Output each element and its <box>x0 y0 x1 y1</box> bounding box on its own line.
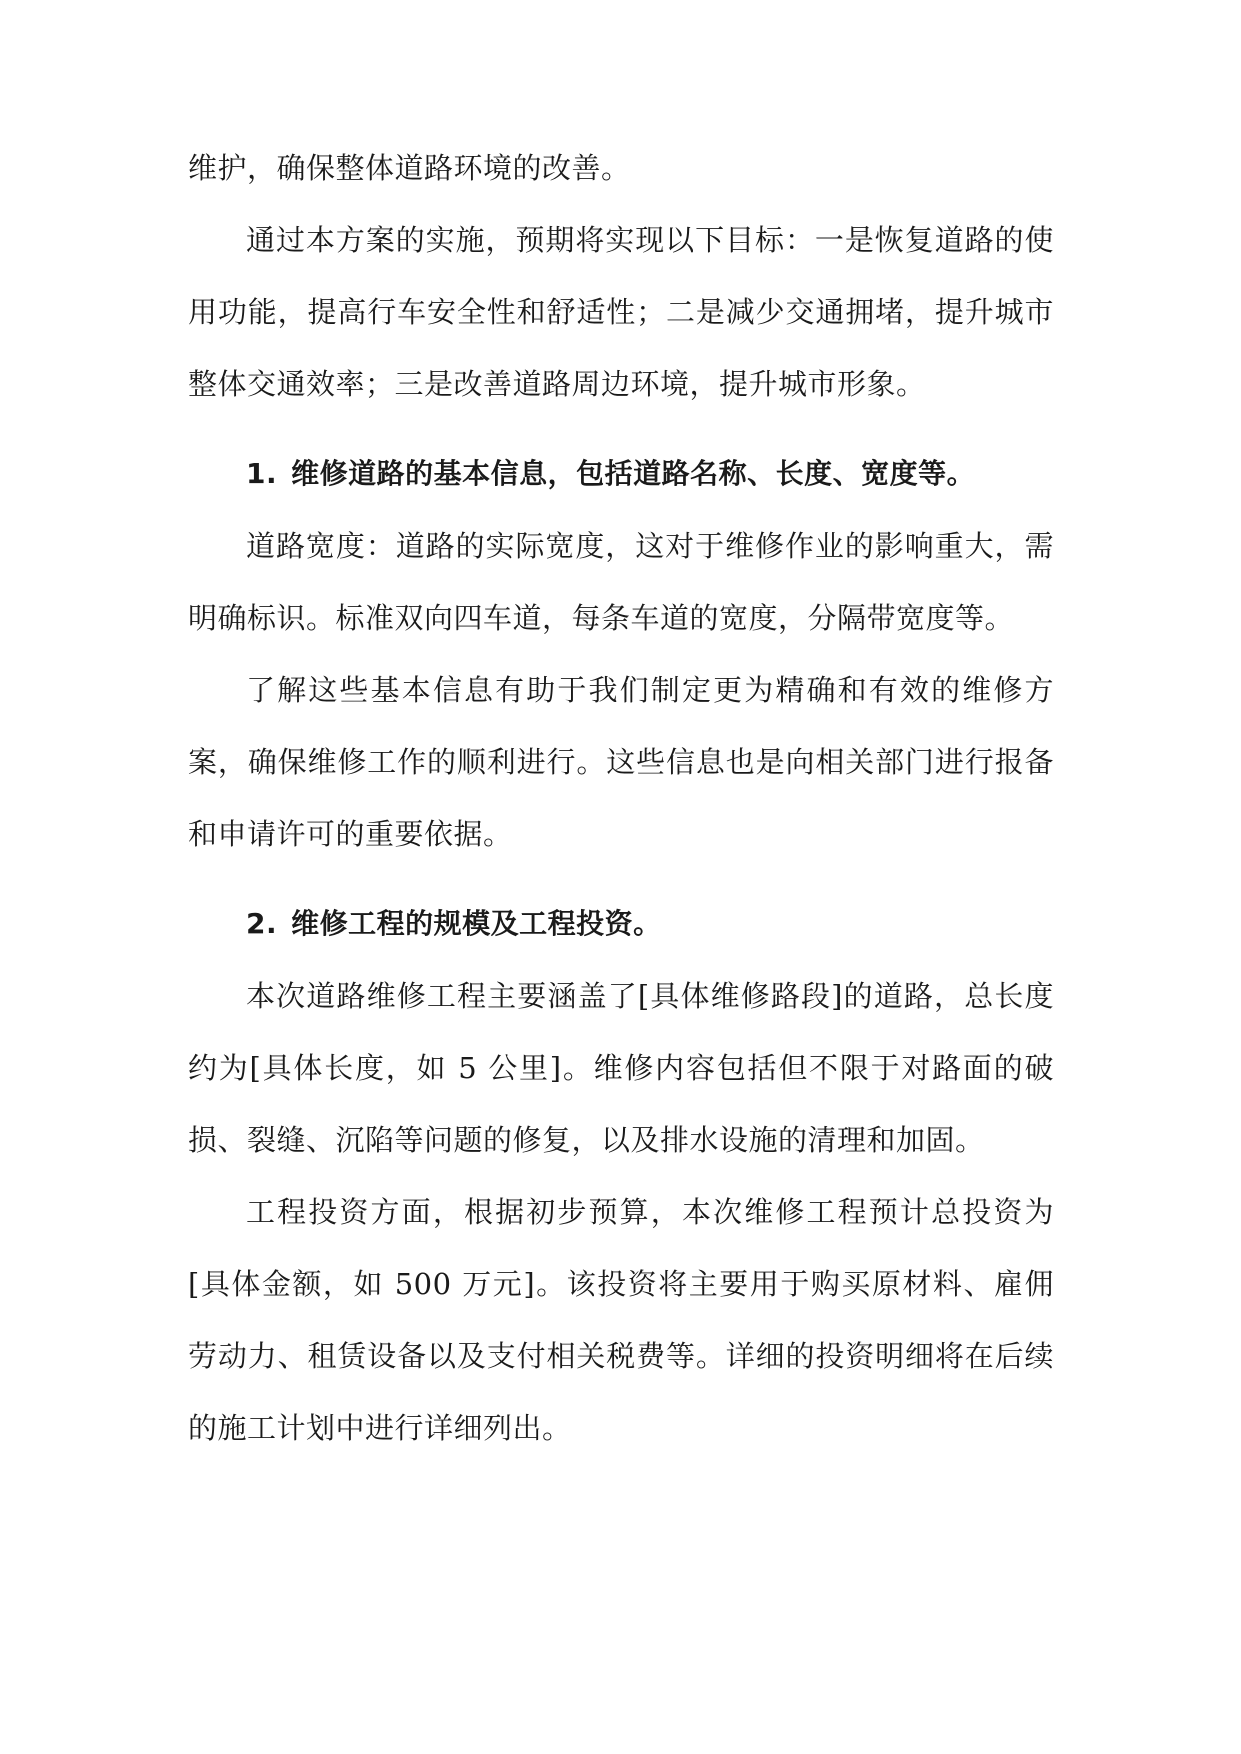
document-body <box>188 132 1054 1464</box>
section-heading-1 <box>188 438 1054 510</box>
paragraph: 本次道路维修工程主要涵盖了[具体维修路段]的道路，总长度约为[具体长度，如 5 公里]。维修内容包括但不限于对路面的破损、裂缝、沉陷等问题的修复，以及排水设施的清理和加固。 <box>188 979 1054 1157</box>
section-title: 维修道路的基本信息，包括道路名称、长度、宽度等。 <box>291 457 976 490</box>
paragraph: 工程投资方面，根据初步预算，本次维修工程预计总投资为[具体金额，如 500 万元]。该投资将主要用于购买原材料、雇佣劳动力、租赁设备以及支付相关税费等。详细的投资明细将在后续的施工计划中进行详细列出。 <box>188 1195 1054 1445</box>
paragraph: 通过本方案的实施，预期将实现以下目标：一是恢复道路的使用功能，提高行车安全性和舒适性；二是减少交通拥堵，提升城市整体交通效率；三是改善道路周边环境，提升城市形象。 <box>188 223 1054 401</box>
section-number: 2. <box>246 907 278 940</box>
paragraph: 道路宽度：道路的实际宽度，这对于维修作业的影响重大，需明确标识。标准双向四车道，每条车道的宽度，分隔带宽度等。 <box>188 529 1054 635</box>
section-heading-2 <box>188 888 1054 960</box>
section-title: 维修工程的规模及工程投资。 <box>291 907 662 940</box>
section-number: 1. <box>246 457 278 490</box>
paragraph: 维护，确保整体道路环境的改善。 <box>188 151 631 185</box>
paragraph: 了解这些基本信息有助于我们制定更为精确和有效的维修方案，确保维修工作的顺利进行。这些信息也是向相关部门进行报备和申请许可的重要依据。 <box>188 673 1054 851</box>
